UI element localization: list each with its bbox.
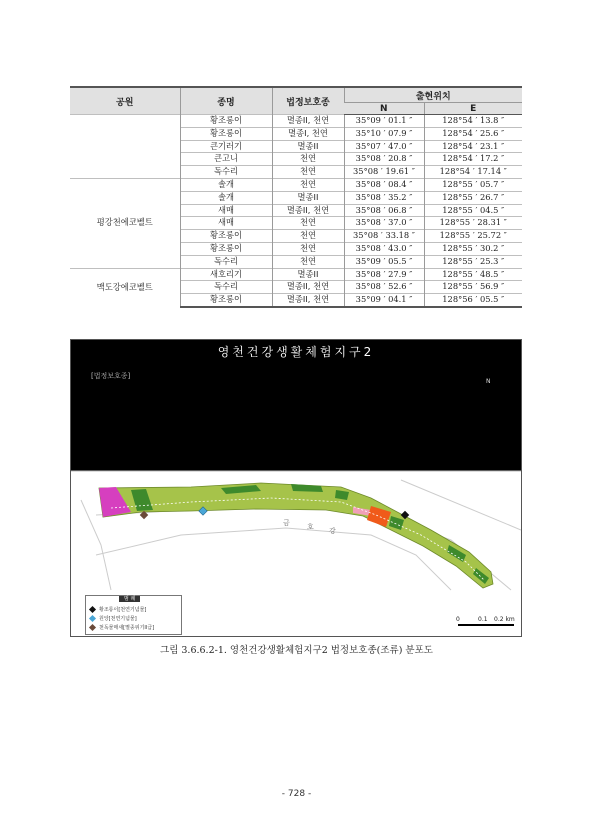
legend-heading: 범 례 xyxy=(119,596,140,602)
cell-protection: 천연 xyxy=(272,230,344,243)
cell-species: 큰고니 xyxy=(180,153,272,166)
cell-e: 128°55 ′ 05.7 ″ xyxy=(424,178,522,191)
cell-protection: 멸종I, 천연 xyxy=(272,127,344,140)
legend-item xyxy=(90,606,146,613)
cell-species: 독수리 xyxy=(180,281,272,294)
cell-protection: 천연 xyxy=(272,217,344,230)
cell-n: 35°08 ′ 19.61 ″ xyxy=(344,166,424,179)
cell-species: 솔개 xyxy=(180,191,272,204)
cell-species: 독수리 xyxy=(180,255,272,268)
cell-n: 35°10 ′ 07.9 ″ xyxy=(344,127,424,140)
cell-e: 128°55 ′ 25.3 ″ xyxy=(424,255,522,268)
cell-protection: 멸종II, 천연 xyxy=(272,204,344,217)
cell-species: 황조롱이 xyxy=(180,242,272,255)
cell-e: 128°56 ′ 05.5 ″ xyxy=(424,294,522,307)
cell-n: 35°08 ′ 52.6 ″ xyxy=(344,281,424,294)
north-label: N xyxy=(486,378,491,385)
legend-marker-icon xyxy=(89,606,96,613)
cell-species: 황조롱이 xyxy=(180,115,272,128)
legend-item xyxy=(90,624,154,631)
cell-species: 황조롱이 xyxy=(180,230,272,243)
protected-species-table xyxy=(70,86,522,308)
map-title: 영천건강생활체험지구2 xyxy=(217,345,375,359)
cell-protection: 멸종II xyxy=(272,140,344,153)
cell-n: 35°09 ′ 05.5 ″ xyxy=(344,255,424,268)
header-protection: 법정보호종 xyxy=(272,87,344,115)
cell-species: 황조롱이 xyxy=(180,127,272,140)
cell-species: 독수리 xyxy=(180,166,272,179)
cell-e: 128°55 ′ 48.5 ″ xyxy=(424,268,522,281)
cell-species: 황조롱이 xyxy=(180,294,272,307)
table-row xyxy=(70,268,522,281)
cell-e: 128°55 ′ 56.9 ″ xyxy=(424,281,522,294)
cell-protection: 멸종II, 천연 xyxy=(272,294,344,307)
cell-species: 솔개 xyxy=(180,178,272,191)
cell-protection: 천연 xyxy=(272,153,344,166)
cell-protection: 천연 xyxy=(272,255,344,268)
distribution-map xyxy=(70,339,522,637)
table-row xyxy=(70,178,522,191)
cell-protection: 멸종II, 천연 xyxy=(272,115,344,128)
cell-e: 128°54 ′ 13.8 ″ xyxy=(424,115,522,128)
cell-species: 큰기러기 xyxy=(180,140,272,153)
cell-protection: 천연 xyxy=(272,242,344,255)
cell-park: 맥도강에코벨트 xyxy=(70,268,180,307)
cell-species: 새매 xyxy=(180,204,272,217)
cell-protection: 천연 xyxy=(272,178,344,191)
page-number: - 728 - xyxy=(281,789,312,799)
cell-protection: 멸종II xyxy=(272,268,344,281)
scale-label-2: 0.2 km xyxy=(494,616,515,623)
cell-e: 128°55 ′ 30.2 ″ xyxy=(424,242,522,255)
river-label-3: 강 xyxy=(329,527,336,535)
cell-n: 35°08 ′ 35.2 ″ xyxy=(344,191,424,204)
table-row xyxy=(70,115,522,128)
cell-e: 128°55 ′ 25.72 ″ xyxy=(424,230,522,243)
table-body xyxy=(70,115,522,307)
cell-e: 128°54 ′ 17.2 ″ xyxy=(424,153,522,166)
header-park: 공원 xyxy=(70,87,180,115)
legend-label: 원앙[천연기념물] xyxy=(99,616,137,622)
cell-n: 35°09 ′ 01.1 ″ xyxy=(344,115,424,128)
cell-species: 새매 xyxy=(180,217,272,230)
cell-species: 새호리기 xyxy=(180,268,272,281)
cell-e: 128°54 ′ 23.1 ″ xyxy=(424,140,522,153)
scale-bar-line xyxy=(458,624,514,626)
cell-park: 평강천에코벨트 xyxy=(70,178,180,268)
cell-n: 35°08 ′ 20.8 ″ xyxy=(344,153,424,166)
header-e: E xyxy=(424,103,522,115)
cell-e: 128°54 ′ 17.14 ″ xyxy=(424,166,522,179)
legend-item xyxy=(90,615,137,622)
river-label-1: 금 xyxy=(283,519,290,527)
legend-marker-icon xyxy=(89,624,96,631)
cell-n: 35°08 ′ 27.9 ″ xyxy=(344,268,424,281)
cell-n: 35°07 ′ 47.0 ″ xyxy=(344,140,424,153)
map-drawing xyxy=(71,340,521,636)
figure-caption: 그림 3.6.6.2-1. 영천건강생활체험지구2 법정보호종(조류) 분포도 xyxy=(160,645,433,656)
scale-bar xyxy=(456,616,516,632)
scale-label-1: 0.1 xyxy=(478,616,488,623)
header-n: N xyxy=(344,103,424,115)
header-location: 출현위치 xyxy=(344,87,522,103)
cell-park xyxy=(70,115,180,179)
cell-n: 35°08 ′ 33.18 ″ xyxy=(344,230,424,243)
map-legend xyxy=(85,595,182,635)
legend-label: 천독물매새[멸종위기II급] xyxy=(99,625,155,631)
scale-label-0: 0 xyxy=(456,616,460,623)
legend-label: 황조롱이[천연기념물] xyxy=(99,607,147,613)
cell-protection: 멸종II, 천연 xyxy=(272,281,344,294)
map-subtitle: [법정보호종] xyxy=(91,372,131,380)
cell-n: 35°08 ′ 08.4 ″ xyxy=(344,178,424,191)
cell-n: 35°08 ′ 06.8 ″ xyxy=(344,204,424,217)
cell-n: 35°09 ′ 04.1 ″ xyxy=(344,294,424,307)
header-species: 종명 xyxy=(180,87,272,115)
cell-n: 35°08 ′ 37.0 ″ xyxy=(344,217,424,230)
cell-n: 35°08 ′ 43.0 ″ xyxy=(344,242,424,255)
legend-marker-icon xyxy=(89,615,96,622)
cell-protection: 멸종II xyxy=(272,191,344,204)
cell-e: 128°55 ′ 04.5 ″ xyxy=(424,204,522,217)
cell-protection: 천연 xyxy=(272,166,344,179)
river-label-2: 호 xyxy=(307,523,314,531)
cell-e: 128°54 ′ 25.6 ″ xyxy=(424,127,522,140)
cell-e: 128°55 ′ 28.31 ″ xyxy=(424,217,522,230)
cell-e: 128°55 ′ 26.7 ″ xyxy=(424,191,522,204)
